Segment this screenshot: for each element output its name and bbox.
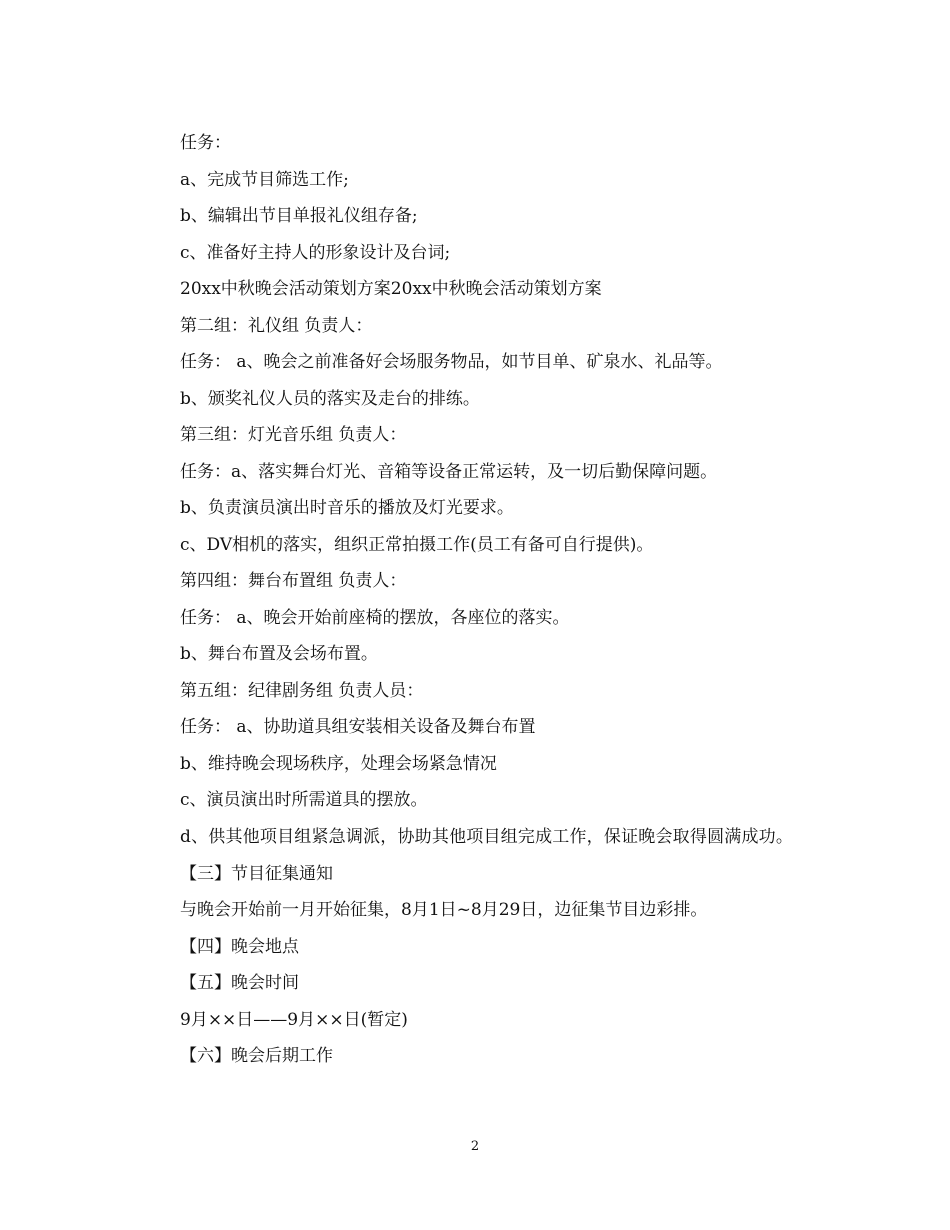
- section-heading: 【六】晚会后期工作: [180, 1046, 333, 1066]
- text-line: c、准备好主持人的形象设计及台词;: [180, 242, 451, 263]
- section-heading: 【三】节目征集通知: [180, 863, 333, 884]
- text-line: b、维持晚会现场秩序，处理会场紧急情况: [180, 753, 497, 774]
- text-line: 任务： a、晚会之前准备好会场服务物品，如节目单、矿泉水、礼品等。: [180, 352, 723, 372]
- text-line: 任务： a、晚会开始前座椅的摆放，各座位的落实。: [180, 607, 570, 628]
- text-line: b、舞台布置及会场布置。: [180, 644, 378, 664]
- text-line: 任务：: [180, 133, 231, 153]
- text-line: 任务：a、落实舞台灯光、音箱等设备正常运转，及一切后勤保障问题。: [180, 461, 718, 482]
- document-body: [144, 125, 824, 1075]
- section-heading: 【四】晚会地点: [180, 936, 299, 957]
- section-heading: 【五】晚会时间: [180, 973, 299, 993]
- wrapped-paragraph: d、供其他项目组紧急调派，协助其他项目组完成工作，保证晚会取得圆满成功。: [180, 826, 794, 847]
- text-line: 任务： a、协助道具组安装相关设备及舞台布置: [180, 717, 536, 737]
- group-heading: 第五组：纪律剧务组 负责人员：: [180, 680, 424, 701]
- text-line: b、负责演员演出时音乐的播放及灯光要求。: [180, 498, 514, 518]
- text-line: a、完成节目筛选工作;: [180, 169, 349, 190]
- page-number: 2: [470, 1139, 480, 1154]
- text-line: 9月××日——9月××日(暂定): [180, 1009, 408, 1030]
- group-heading: 第二组：礼仪组 负责人：: [180, 315, 373, 336]
- text-line: 20xx中秋晚会活动策划方案20xx中秋晚会活动策划方案: [180, 279, 602, 299]
- text-line: b、颁奖礼仪人员的落实及走台的排练。: [180, 388, 480, 409]
- text-line: b、编辑出节目单报礼仪组存备;: [180, 206, 418, 226]
- text-line: c、演员演出时所需道具的摆放。: [180, 790, 428, 810]
- group-heading: 第三组：灯光音乐组 负责人：: [180, 425, 407, 445]
- text-line: 与晚会开始前一月开始征集，8月1日~8月29日，边征集节目边彩排。: [180, 900, 708, 920]
- text-line: c、DV相机的落实，组织正常拍摄工作(员工有备可自行提供)。: [180, 534, 654, 555]
- group-heading: 第四组：舞台布置组 负责人：: [180, 571, 407, 591]
